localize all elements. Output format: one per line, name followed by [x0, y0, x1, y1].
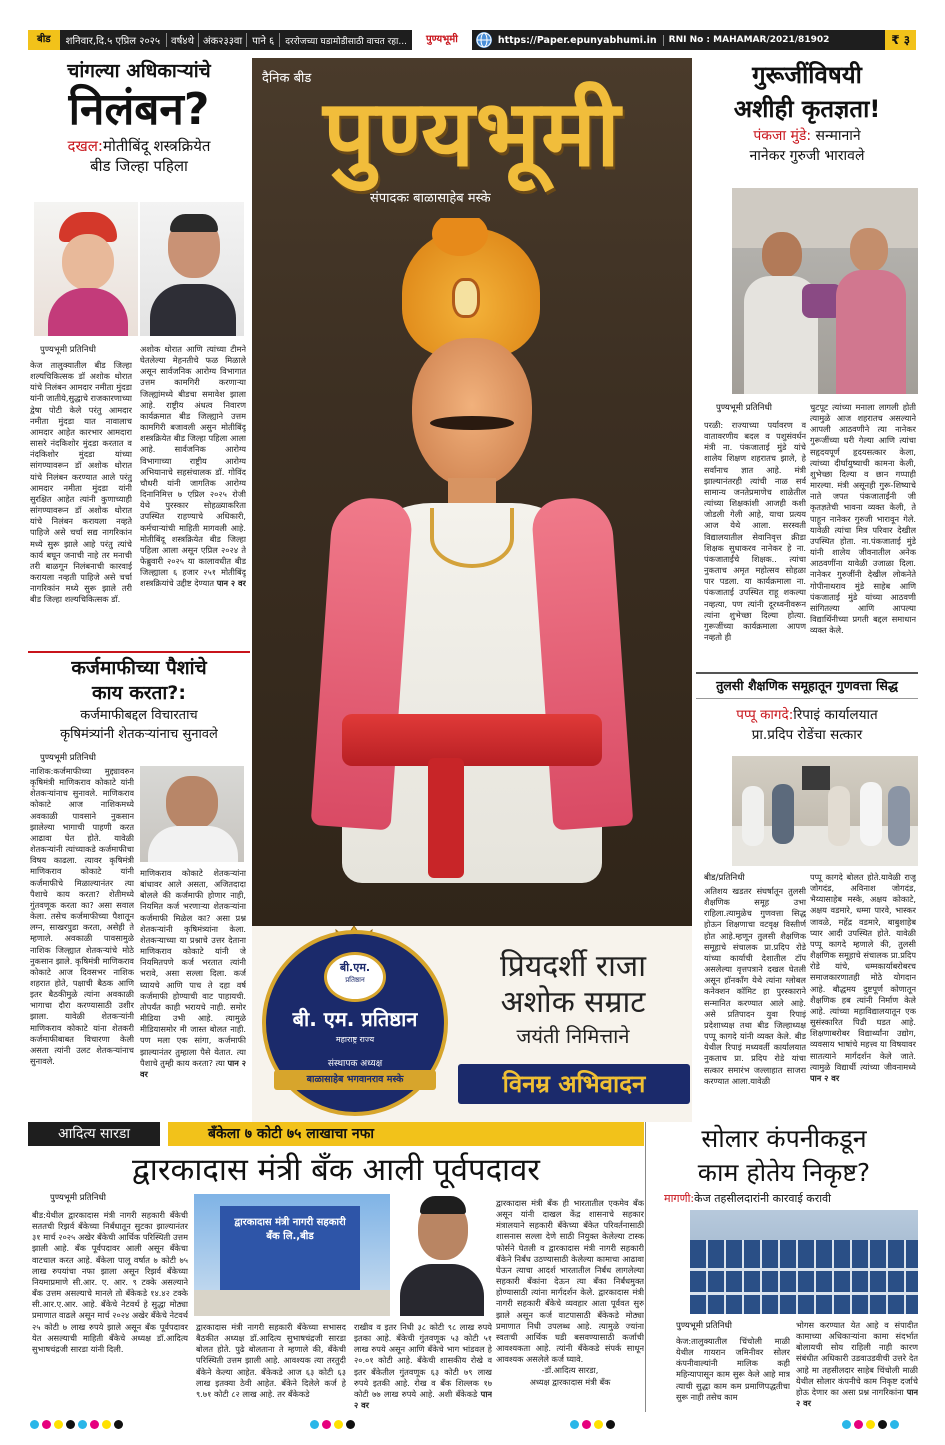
rni-number: RNI No : MAHAMAR/2021/81902 — [668, 35, 830, 45]
greeting-line-4: विनम्र अभिवादन — [502, 1070, 646, 1098]
sub-line-2: कृषिमंत्र्यांनी शेतकऱ्यांनाच सुनावले — [60, 727, 218, 742]
body-column-2: माणिकराव कोकाटे शेतकऱ्यांना बांधावर आले असता, अजितदादा बोलले की कर्जमाफी होणार नाही, नियमित कर्ज भरणाऱ्या शेतकऱ्यांना कर्जमाफी मिळेल का? असा प्रश्न शेतकऱ्यांनी कृषिमंत्र्यांना केला. शेतकऱ्याच्या या प्रश्नाचे उत्तर देताना माणिकराव कोकाटे यांनी जे नियमितपणे कर्ज भरतात त्यांनी भरावे, असा सल्ला दिला. कर्ज घ्यायचे आणि पाच ते दहा वर्ष कर्जमाफी होण्याची वाट पाहायची. तोपर्यंत काही भरायचे नाही. समोर मीडिया उभी आहे. त्यामुळे मीडियासमोर मी जास्त बोलत नाही. पण मला एक सांगा, कर्जमाफी झाल्यानंतर तुम्हाला पैसे येतात. त्या पैशाचे तुम्ही काय करता? त्या पान २ वर — [140, 868, 246, 1079]
body-column-3: राखीव व इतर निधी ३८ कोटी ९८ लाख रुपये इतका आहे. बँकेची गुंतवणूक ५३ कोटी ५१ लाख रुपये असून आणि बँकेचे भाग भांडवल हे २०.०१ कोटी आहे. बँकेची शासकीय रोखे व इतर बँकेतील गुंतवणूक ६३ कोटी ७९ लाख रुपये इतकी आहे. रोख व बँक शिल्लक १७ कोटी ७७ लाख रुपये आहे. अशी बँकेकडे पान २ वर — [354, 1322, 492, 1410]
bank-article — [28, 1122, 644, 1412]
greeting-line-2: अशोक सम्राट — [500, 985, 646, 1020]
sub-name: पंकजा मुंडे: — [753, 128, 812, 144]
sub-text: मोतीबिंदू शस्त्रक्रियेत — [103, 137, 211, 155]
registration-dots-left — [30, 1420, 123, 1429]
right-article-2 — [696, 676, 918, 1118]
sub-text: सन्मानाने — [815, 128, 861, 144]
sub-name: पप्पू कागदे: — [736, 707, 794, 723]
top-bar — [28, 30, 916, 50]
founder-name: बाळासाहेब भगवानराव मस्के — [306, 1074, 404, 1085]
solar-panels-photo — [690, 1210, 918, 1314]
website-link[interactable]: https://Paper.epunyabhumi.in — [492, 35, 664, 46]
body-column-1: बीड:येथील द्वारकादास मंत्री नागरी सहकारी बँकेची सततची रिझर्व बँकेच्या निर्बंधातून सुटका झाल्यानंतर ३१ मार्च २०२५ अखेर बँकेची आर्थिक परिस्थिती उत्तम झाली आहे. बँक पूर्वपदावर आली असून बँकेचा वाटचाल करत आहे. बँकेला पालू वर्षात ७ कोटी ७५ लाख रुपयांचा नफा झाला असून रिझर्व बँकेच्या नियमाप्रमाणे सी.आर. ए. आर. ९ टक्के असल्याने बँक उत्तम असल्याचे मानले तो बँकेकडे १४.४२ टक्के सी.आर.ए.आर. आहे. बँकेचे नेटवर्थ हे सुद्धा मोठ्या प्रमाणात वाढले असून मार्च २०२४ अखेर बँकेचे नेटवर्थ २५ कोटी ७ लाख रुपये झाले असून बँक पूर्वपदावर येत असल्याची माहिती बँकेचे अध्यक्ष डॉ.आदित्य सुभाषचंद्रजी सारडा यांनी दिली. — [32, 1210, 188, 1354]
tagline: दररोजच्या घडामोडीसाठी वाचत रहा... — [285, 36, 407, 47]
greeting-line-3: जयंती निमित्ताने — [516, 1024, 630, 1048]
greeting-advertisement — [252, 926, 692, 1122]
page-count: पाने ६ — [247, 33, 280, 47]
signature-line-2: अध्यक्ष द्वारकादास मंत्री बँक — [529, 1376, 611, 1387]
right-article-1 — [696, 58, 918, 670]
founder-label: संस्थापक अध्यक्ष — [327, 1059, 383, 1069]
sub-text-2: प्रा.प्रदिप रोडेंचा सत्कार — [751, 727, 863, 743]
chairman-photo — [396, 1194, 488, 1316]
continued-marker: पान २ वर — [796, 1386, 918, 1409]
sub-text-2: नानेकर गुरुजी भारावले — [749, 148, 865, 164]
globe-icon — [476, 32, 492, 48]
headline: तुलसी शैक्षणिक समूहातून गुणवत्ता सिद्ध — [696, 676, 918, 699]
woman-photo — [34, 202, 138, 336]
body-column-2: चुटपूट त्यांच्या मनाला लागली होती त्यामुळे आज शहरातच असल्याने आपली आठवणीने त्या नानेकर गुरूजींच्या घरी गेल्या आणि त्यांचा सहृदयपूर्ण हृदयसत्कार केला, त्यांच्या दीर्घायुष्याची कामना केली, शुभेच्छा दिल्या व छान गप्पाही मारल्या. मंत्री असूनही गुरू-शिष्याचे नाते जपत पंकजाताईंनी जी कृतज्ञतेची भावना व्यक्त केली, ते पाहून नानेकर गुरुजी भारावून गेले. यावेळी त्यांचा मित्र परिवार देखील उपस्थित होता. ना.पंकजाताई मुंडे यांनी शालेय जीवनातील अनेक आठवणींना यावेळी उजाळा दिला. नानेकर गुरुजींनी देखील लोकनेते गोपीनाथराव मुंडे साहेब आणि पंकजाताई मुंडे यांच्या आठवणी सांगितल्या आणि आपल्या विद्यार्थिनीच्या प्रगती बद्दल समाधान व्यक्त केले. — [810, 402, 916, 636]
registration-dots-right — [842, 1420, 899, 1429]
emblem-badge: बी.एम. प्रतिष्ठान — [324, 952, 386, 1002]
kicker-banner: बँकेला ७ कोटी ७५ लाखाचा नफा — [168, 1122, 644, 1146]
issue-date: शनिवार,दि.५ एप्रिल २०२५ — [60, 33, 167, 47]
issue-number: अंक२३३वा — [199, 33, 247, 47]
headline-line-1: सोलार कंपनीकडून — [701, 1124, 867, 1153]
org-state: महाराष्ट्र राज्य — [335, 1035, 375, 1044]
sub-text: रिपाइं कार्यालयात — [793, 707, 878, 723]
felicitation-photo — [732, 188, 918, 394]
issue-year: वर्ष४थे — [167, 33, 199, 47]
solar-article — [650, 1122, 918, 1412]
body-column-2: पप्पू कागदे बोलत होते.यावेळी राजू जोगदंड, अविनाश जोगदंड, भैय्यासाहेब मस्के, अक्षय कोकाटे, अक्षय वडमारे, धम्मा पारवे, भास्कर जावळे, महेंद्र वडमारे, बाबुशाहेब प्यार आदी उपस्थित होते. यावेळी पप्पू कागदे म्हणाले की, तुलसी शैक्षणिक समूहाचे संचालक प्रा.प्रदिप रोडे यांचे, धम्मकार्याबरोबरच समाजकारणातही मोठे योगदान आहे. बौद्धमय दुष्टपूर्ण कोणातून शैक्षणिक हब त्यांनी निर्माण केले आहे. त्यांच्या महाविद्यालयातून एक सुसंस्कारित पिढी घडत आहे. शिक्षणाबरोबर विद्यार्थ्यांना उद्योग, व्यवसाय भाषांचे महत्त्व या विषयावर सातत्याने मार्गदर्शन केले जाते. त्यामुळे विद्यार्थी त्यांच्या जीवनामध्ये पान २ वर — [810, 872, 916, 1083]
hero-panel — [252, 58, 692, 926]
continued-marker: पान २ वर — [354, 1388, 492, 1410]
byline: पुण्यभूमी प्रतिनिधी — [716, 403, 772, 413]
sub-text-2: बीड जिल्हा पहिला — [90, 157, 188, 175]
sub-label: मागणी: — [664, 1192, 695, 1205]
district-label: बीड — [28, 30, 60, 50]
body-column-2: अशोक थोरात आणि त्यांच्या टीमने घेतलेल्या मेहनतीचे फळ मिळाले असून सार्वजनिक आरोग्य विभागात उत्तम कामगिरी करणाऱ्या जिल्ह्यांमध्ये बीडचा समावेश झाला आहे. राष्ट्रीय अंधत्व निवारण कार्यक्रमात बीड जिल्ह्याने उत्तम कामगिरी बजावली असुन मोतीबिंदू शस्त्रक्रियेत बीड जिल्हा पहिला आला आहे. सार्वजनिक आरोग्य विभागाच्या राष्ट्रीय आरोग्य अभियानाचे सहसंचालक डॉ. गोविंद चौधरी यांनी जागतिक आरोग्य दिनानिमित्त ७ एप्रिल २०२५ रोजी येथे पुरस्कार सोहळ्याकरिता उपस्थित राहण्याचे अधिकारी, कर्मचाऱ्यांची माहिती मागवली आहे. मोतीबिंदू शस्त्रक्रियेत बीड जिल्हा पहिला आला असून एप्रिल २०२४ ते फेब्रुवारी २०२५ या कालावधीत बीड जिल्ह्याला ६ हजार २५१ मोतीबिंदू शस्त्रक्रियांचे उद्दीष्ट देण्यात पान २ वर — [140, 344, 246, 589]
body-column-1: नाशिक:कर्जमाफीच्या मुद्द्यावरुन कृषिमंत्री माणिकराव कोकाटे यांनी शेतकऱ्यांनाच सुनावले. माणिकराव कोकाटे आज नाशिकमध्ये अवकाळी पावसाने नुकसान झालेल्या भागाची पाहणी करत आढावा घेत होते. यावेळी शेतकऱ्यांनी त्यांच्याकडे कर्जमाफीचा विषय काढला. त्यावर कृषिमंत्री माणिकराव कोकाटे यांनी कर्जमाफीचे मिळाल्यानंतर त्या पैशाचे काय करता? शेतीमध्ये गुंतवणूक करता का? असा सवाल केला. तसेच कर्जमाफीच्या पैशातून लग्न, साखरपुडा करता, असेही ते म्हणाले. अवकाळी पावसामुळे नाशिक जिल्ह्यात शेतकऱ्यांचे मोठे नुकसान झाले. कृषिमंत्री माणिकराव कोकाटे आज दिवसभर नाशिक शहरात होते, पक्षाची बैठक आणि इतर बैठकीमुळे त्यांना अवकाळी भागाचा दौरा करण्यासाठी उशीर झाला. यावेळी शेतकऱ्यांनी माणिकराव कोकाटे यांना शेतकरी कर्जमाफीबाबत विचारणा केली असता त्यांनी उलट शेतकऱ्यांनाच सुनावले. — [30, 766, 134, 1067]
masthead-title: पुण्यभूमी — [323, 80, 621, 187]
continued-marker: पान २ वर — [140, 1057, 246, 1079]
editor-line: संपादकः बाळासाहेब मस्के — [370, 191, 491, 206]
divider — [28, 651, 250, 653]
continued-marker: पान २ वर — [810, 1072, 840, 1083]
sub-text: केज तहसीलदारांनी कारवाई करावी — [694, 1192, 832, 1205]
bank-building-photo — [194, 1194, 390, 1316]
body-column-2: भोगस करण्यात येत आहे व संपादीत कामाच्या अधिकाऱ्यांना कामा संदर्भात बोलायची सोय राहिली नाही कारण संबंधीत अधिकारी उडवाउडवीची उत्तरे देत आहे मा तहसीलदार साहेब चिंचोली माळी येथील सोलार कंपनीचे काम निकृष्ट दर्जाचे होऊ देणार का असा प्रश्न नागरिकांना पान २ वर — [796, 1320, 918, 1409]
daily-label: दैनिक बीड — [262, 71, 312, 86]
man-photo — [140, 202, 244, 336]
price-badge: ₹ ३ — [885, 30, 916, 50]
byline: पुण्यभूमी प्रतिनिधी — [40, 753, 96, 763]
signature-line-1: -डॉ.आदित्य सारडा, — [541, 1365, 599, 1376]
column-rule — [645, 1122, 646, 1412]
body-column-2: द्वारकादास मंत्री नागरी सहकारी बँकेच्या सभासद बैठकीत अध्यक्ष डॉ.आदित्य सुभाषचंद्रजी सारडा बोलत होते. पुढे बोलताना ते म्हणाले की, बँकेची परिस्थिती उत्तम झाली आहे. आवश्यक त्या तरतुदी बँकेने केल्या आहेत. बँकेकडे आज ६३ कोटी ६३ लाख इतक्या ठेवी आहेत. बँकेने दिलेले कर्ज हे ९.७१ कोटी ८२ लाख आहे. तर बँकेकडे — [196, 1322, 346, 1399]
left-article-1 — [28, 58, 250, 648]
byline: पुण्यभूमी प्रतिनिधी — [50, 1193, 106, 1203]
body-column-1: अतिशय खडतर संघर्षातून तुलसी शैक्षणिक समूह उभा राहिला.त्यामुळेच गुणवत्ता सिद्ध होऊन शिक्षणाचा वटवृक्ष विस्तीर्ण होत आहे.म्हणून तुलसी शैक्षणिक समूहाचे संचालक प्रा.प्रदिप रोडे यांच्या कार्याची देशातील टॉप असलेल्या वृत्तपत्राने दखल घेतली असून हॉनकॉंग येथे त्यांना ग्लोबल कनेक्शन कॉमिट हा पुरस्काराने सन्मानित करण्यात आले आहे. असे प्रतिपादन युवा रिपाइं प्रदेशाध्यक्ष तथा बीड जिल्हाध्यक्ष पप्पू कागदे यांनी व्यक्त केले. बीड येथील रिपाइं मध्यवर्ती कार्यालयात नुकताच प्रा. प्रदिप रोडे यांचा सत्कार समारंभ जल्लाहात साजरा करण्यात आला.यावेळी — [704, 886, 806, 1086]
greeting-line-1: प्रियदर्शी राजा — [500, 949, 646, 984]
byline: पुण्यभूमी प्रतिनिधी — [676, 1321, 732, 1331]
headline-line-2: अशीही कृतज्ञता! — [733, 95, 881, 123]
headline-line-1: कर्जमाफीच्या पैशांचे — [71, 657, 207, 679]
body-column-1: परळी: राज्याच्या पर्यावरण व वातावरणीय बदल व पशुसंवर्धन मंत्री ना. पंकजाताई मुंडे यांचे शालेय शिक्षण शहरातच झाले, हे सर्वांनाच ज्ञात आहे. मंत्री झाल्यानंतरही त्यांची नाळ सर्व सामान्य जनतेप्रमाणेच शाळेतील त्यांच्या शिक्षकांशी आजही कशी जोडली गेली आहे, याचा प्रत्यय आज येथे आला. सरस्वती विद्यालयातील सेवानिवृत्त क्रीडा शिक्षक सुधाकरव नानेकर हे ना. पंकजाताईंचे शिक्षक.. त्यांचा नुकताच अमृत महोत्सव सोहळा पार पडला. या कार्यक्रमाला ना. पंकजाताई उपस्थित राहू शकल्या नव्हत्या, पण त्यांनी दूरध्वनीवरून त्यांना शुभेच्छा दिल्या होत्या. गुरूजींच्या कार्यक्रमाला आपण नव्हतो ही — [704, 420, 806, 642]
continued-marker: पान २ वर — [216, 578, 246, 589]
registration-dots-mid-left — [310, 1420, 355, 1429]
headline: द्वारकादास मंत्री बँक आली पूर्वपदावर — [131, 1152, 540, 1188]
bank-signboard: द्वारकादास मंत्री नागरी सहकारी बँक लि.,बीड — [234, 1217, 346, 1242]
emperor-ashoka-illustration — [252, 218, 692, 926]
minister-photo — [140, 766, 244, 862]
divider — [696, 672, 918, 674]
registration-dots-mid-right — [570, 1420, 615, 1429]
sub-label: दखल: — [67, 137, 103, 155]
body-column-4: द्वारकादास मंत्री बँक ही भारतातील एकमेव बँक असून यांनी दाखल केंद्र शासनाचे सहकार मंत्रालयाने सहकारी बँकेच्या बँकेत परिवर्तनासाठी शासनास सल्ला देणे साठी नियुक्त केलेल्या टास्क फोर्सने घेतली व द्वारकादास मंत्री नागरी सहकारी बँकेने निर्बंध उठण्यासाठी केलेल्या कामाचा आढावा घेऊन त्याचा आदर्श भारतातील निर्बंध लागलेल्या सहकारी बँकांना देऊन त्या बँका निर्बंधमुक्त होण्यासाठी त्यांना मार्गदर्शन केले. द्वारकादास मंत्री नागरी सहकारी बँकेचे व्यवहार आता पूर्ववत सुरु झाले असून कर्ज वाटपासाठी बँकेकडे मोठ्या प्रमाणात निधी उपलब्ध आहे. त्यामुळे ज्यांना स्वतःची आर्थिक घडी बसवण्यासाठी कर्जाची आवश्यकता आहे. त्यांनी बँकेकडे संपर्क साधून आवश्यक असलेले कर्ज घ्यावे. -डॉ.आदित्य सारडा, अध्यक्ष द्वारकादास मंत्री बँक — [496, 1198, 644, 1387]
author-tag: आदित्य सारडा — [28, 1122, 160, 1146]
headline-line-1: गुरूजींविषयी — [752, 61, 862, 89]
small-logo: पुण्यभूमी — [412, 30, 472, 50]
headline-line-1: चांगल्या अधिकाऱ्यांचे — [67, 60, 211, 82]
body-column-1: केज तालुक्यातील बीड जिल्हा शल्यचिकित्सक डॉ अशोक थोरात यांचे निलंबन आमदार नमीता मुंदडा यांनी जातीये,सुद्धाचे राजकारणाच्या द्वेषा पोटी केले परंतु आमदार नमीता मुंदडा यात नावालाच आमदार आहेत कारभार आमदारा सासरे नंदकिशोर मुंदडा करतात व नंदकिशोर मुंदडा यांच्या सांगण्यावरून डॉ अशोक थोरात यांचे निलंबन करण्यात आले परंतु आमदार नमीता मुंदडा यांनी सुरक्षित आहेत त्यांनी कुणाच्याही सांगण्यावरून डॉ अशोक थोरात यांचे निलंबन करायला नव्हते पाहिजे असे चर्चा सद्य नागरिकांन मध्ये सुरू झाले आहे परंतु त्यांचे कार्य बघून जनाची नाहे तर मनाची तरी बाळगून निलंबनाची कारवाई करायला नव्हती पाहिजे असे चर्चा नागरिकांन मध्ये सुरू झाले तरी बीड जिल्हा शल्यचिकित्सक डॉ. — [30, 360, 132, 605]
body-column-1: केज:तालुक्यातील चिंचोली माळी येथील गायरान जमिनीवर सोलर कंपनीवाल्यांनी मालिक कही महिन्यापासून काम सुरू केले आहे मात्र त्याची सुद्धा काम कम प्रमाणिपद्धतीचा सुरू नाही तसेच काम — [676, 1336, 790, 1402]
byline: पुण्यभूमी प्रतिनिधी — [40, 345, 96, 355]
sub-line-1: कर्जमाफीबद्दल विचारताच — [80, 708, 198, 723]
headline-line-2: काय करता?: — [92, 682, 186, 704]
byline: बीड/प्रतिनिधी — [704, 873, 745, 883]
headline-line-2: काम होतेय निकृष्ट? — [697, 1158, 871, 1187]
org-name: बी. एम. प्रतिष्ठान — [292, 1007, 418, 1031]
headline-line-2: निलंबन? — [68, 84, 210, 135]
group-photo — [732, 756, 918, 866]
left-article-2 — [28, 656, 250, 1118]
